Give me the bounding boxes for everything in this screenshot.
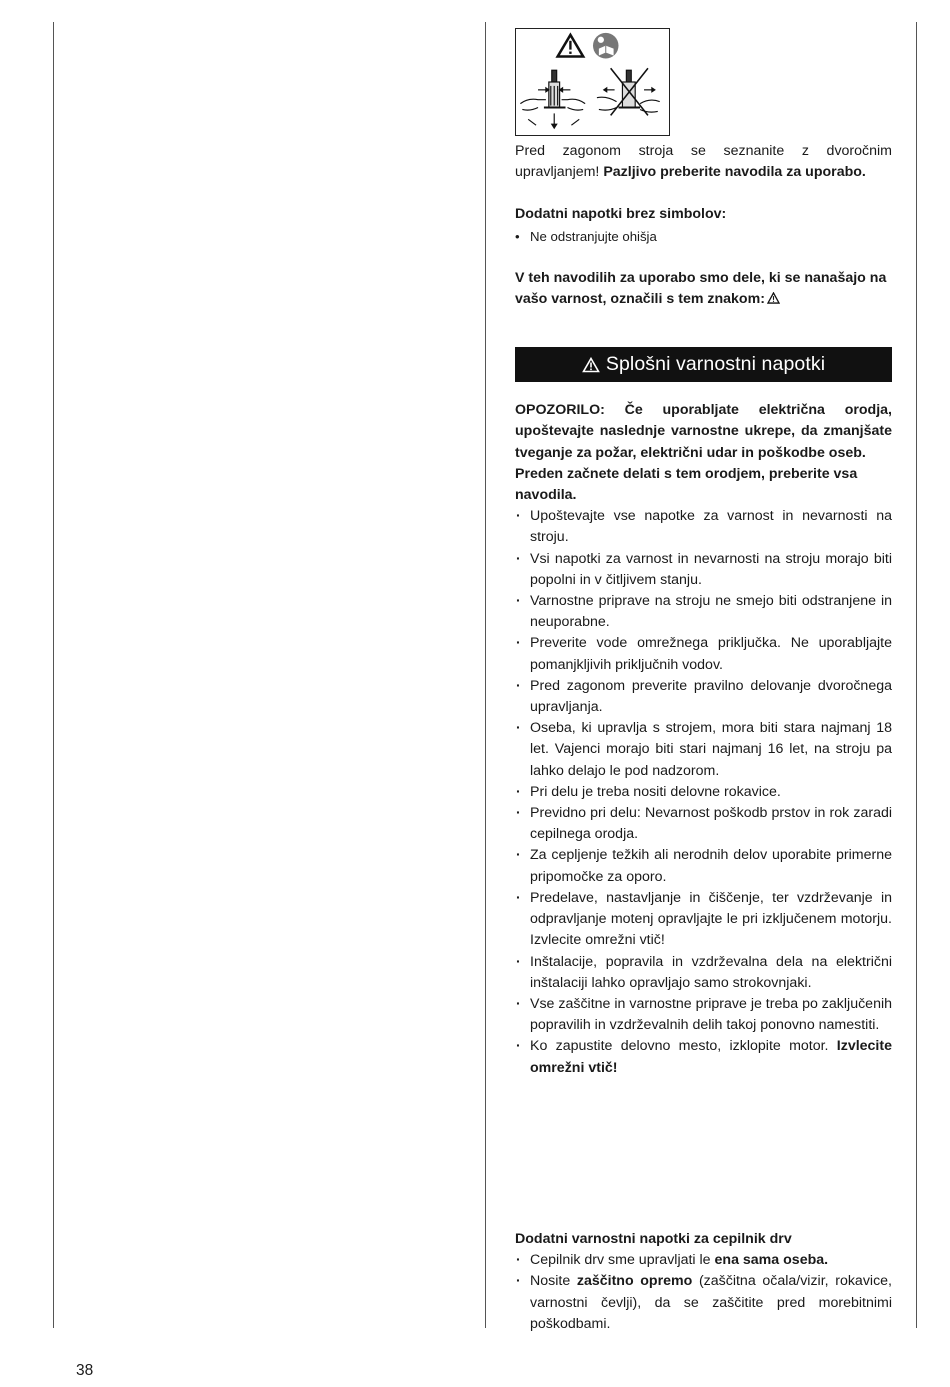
list-item: · Previdno pri delu: Nevarnost poškodb prstov in rok zaradi cepilnega orodja.: [515, 803, 892, 845]
list-item: · Ko zapustite delovno mesto, izklopite motor. Izvlecite omrežni vtič!: [515, 1036, 892, 1078]
intro-paragraph: Pred zagonom stroja se seznanite z dvoročnim upravljanjem! Pazljivo preberite navodila za uporabo.: [515, 143, 892, 181]
list-item: · Oseba, ki upravlja s strojem, mora biti stara najmanj 18 let. Vajenci morajo biti stari najmanj 16 let, na stroju pa lahko delajo le pod nadzorom.: [515, 718, 892, 782]
list-item: · Vse zaščitne in varnostne priprave je treba po zaključenih popravilih in vzdrževalnih delih takoj ponovno namestiti.: [515, 994, 892, 1036]
page-number: 38: [76, 1362, 94, 1379]
warning-paragraph: OPOZORILO: Če uporabljate električna orodja, upoštevajte naslednje varnostne ukrepe, da zmanjšate tveganje za požar, električni udar in poškodbe oseb.: [515, 402, 892, 461]
safety-list: [515, 506, 892, 1078]
warning-triangle-icon: [558, 35, 584, 57]
right-column: [515, 28, 892, 1079]
read-manual-icon: [593, 33, 619, 59]
splitter-heading: Dodatni varnostni napotki za cepilnik drv: [515, 1231, 792, 1247]
extra-notes-heading: Dodatni napotki brez simbolov:: [515, 206, 727, 223]
list-item: · Vsi napotki za varnost in nevarnosti na stroju morajo biti popolni in v čitljivem stanju.: [515, 549, 892, 591]
splitter-list: [515, 1250, 892, 1335]
banner-title: Splošni varnostni napotki: [605, 353, 826, 376]
left-margin-rule: [53, 22, 54, 1328]
right-margin-rule: [916, 22, 917, 1328]
list-item: · Za cepljenje težkih ali nerodnih delov uporabite primerne pripomočke za oporo.: [515, 845, 892, 887]
center-column-rule: [485, 22, 486, 1328]
warning-triangle-icon: [767, 292, 780, 304]
read-instructions: Preden začnete delati s tem orodjem, preberite vsa navodila.: [515, 465, 858, 504]
list-item: · Cepilnik drv sme upravljati le ena sama oseba.: [515, 1250, 892, 1271]
extra-notes-list: [515, 226, 892, 247]
list-item: · Nosite zaščitno opremo (zaščitna očala/vizir, rokavice, varnostni čevlji), da se zaščitite pred morebitnimi poškodbami.: [515, 1271, 892, 1335]
list-item: · Predelave, nastavljanje in čiščenje, ter vzdrževanje in odpravljanje motenj opravljajte le pri izključenem motorju. Izvlecite omrežni vtič!: [515, 888, 892, 952]
list-item: · Preverite vode omrežnega priključka. Ne uporabljajte pomanjkljivih priključnih vodov.: [515, 633, 892, 675]
marked-note: V teh navodilih za uporabo smo dele, ki se nanašajo na vašo varnost, označili s tem znakom:: [515, 269, 887, 308]
list-item: • Ne odstranjujte ohišja: [515, 226, 892, 247]
list-item: · Pred zagonom preverite pravilno delovanje dvoročnega upravljanja.: [515, 676, 892, 718]
two-hand-operation-icon: [516, 29, 669, 135]
list-item: · Pri delu je treba nositi delovne rokavice.: [515, 782, 892, 803]
safety-pictogram: [515, 28, 670, 136]
list-item: · Varnostne priprave na stroju ne smejo biti odstranjene in neuporabne.: [515, 591, 892, 633]
section-banner: [515, 347, 892, 382]
splitter-safety-section: [515, 1229, 892, 1335]
list-item: · Inštalacije, popravila in vzdrževalna dela na električni inštalaciji lahko opravljajo samo strokovnjaki.: [515, 952, 892, 994]
list-item: · Upoštevajte vse napotke za varnost in nevarnosti na stroju.: [515, 506, 892, 548]
warning-triangle-icon: [582, 357, 600, 373]
